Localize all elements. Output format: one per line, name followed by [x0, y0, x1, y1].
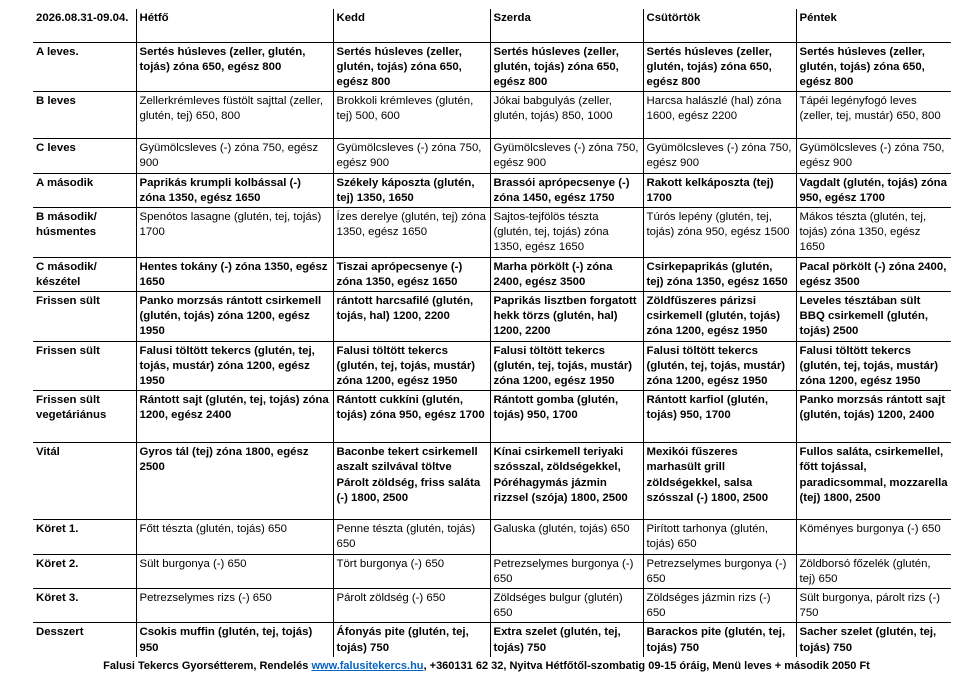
menu-row	[33, 623, 951, 657]
menu-row	[33, 341, 951, 391]
menu-cell-szerda: Gyümölcsleves (-) zóna 750, egész 900	[490, 139, 643, 173]
menu-cell-hetfo: Panko morzsás rántott csirkemell (glutén, tojás) zóna 1200, egész 1950	[136, 291, 333, 341]
menu-cell-csutortok: Rakott kelkáposzta (tej) 1700	[643, 173, 796, 207]
menu-cell-pentek: Vagdalt (glutén, tojás) zóna 950, egész 1700	[796, 173, 951, 207]
menu-cell-kedd: Sertés húsleves (zeller, glutén, tojás) zóna 650, egész 800	[333, 42, 490, 92]
menu-cell-hetfo: Sült burgonya (-) 650	[136, 554, 333, 588]
menu-row	[33, 588, 951, 622]
menu-row	[33, 291, 951, 341]
menu-cell-pentek: Mákos tészta (glutén, tej, tojás) zóna 1350, egész 1650	[796, 207, 951, 257]
day-header-hetfo: Hétfő	[136, 9, 333, 42]
menu-cell-csutortok: Harcsa halászlé (hal) zóna 1600, egész 2200	[643, 92, 796, 139]
menu-cell-kedd: Penne tészta (glutén, tojás) 650	[333, 520, 490, 554]
menu-row	[33, 173, 951, 207]
menu-row	[33, 443, 951, 520]
menu-cell-csutortok: Túrós lepény (glutén, tej, tojás) zóna 950, egész 1500	[643, 207, 796, 257]
header-row	[33, 9, 951, 42]
menu-cell-csutortok: Barackos pite (glutén, tej, tojás) 750	[643, 623, 796, 657]
menu-cell-hetfo: Falusi töltött tekercs (glutén, tej, tojás, mustár) zóna 1200, egész 1950	[136, 341, 333, 391]
menu-row	[33, 42, 951, 92]
website-link[interactable]: www.falusitekercs.hu	[311, 660, 424, 672]
day-header-kedd: Kedd	[333, 9, 490, 42]
menu-cell-szerda: Petrezselymes burgonya (-) 650	[490, 554, 643, 588]
menu-cell-csutortok: Pirított tarhonya (glutén, tojás) 650	[643, 520, 796, 554]
menu-cell-csutortok: Falusi töltött tekercs (glutén, tej, tojás, mustár) zóna 1200, egész 1950	[643, 341, 796, 391]
footer-text-end: , +360131 62 32, Nyitva Hétfőtől-szombatig 09-15 óráig, Menü leves + második 2050 Ft	[423, 660, 870, 672]
row-label: B második/ húsmentes	[33, 207, 136, 257]
menu-cell-kedd: Brokkoli krémleves (glutén, tej) 500, 600	[333, 92, 490, 139]
menu-cell-hetfo: Gyros tál (tej) zóna 1800, egész 2500	[136, 443, 333, 520]
row-label: Frissen sült vegetáriánus	[33, 391, 136, 443]
menu-cell-hetfo: Főtt tészta (glutén, tojás) 650	[136, 520, 333, 554]
row-label: Köret 1.	[33, 520, 136, 554]
row-label: B leves	[33, 92, 136, 139]
menu-cell-hetfo: Rántott sajt (glutén, tej, tojás) zóna 1200, egész 2400	[136, 391, 333, 443]
menu-cell-csutortok: Sertés húsleves (zeller, glutén, tojás) zóna 650, egész 800	[643, 42, 796, 92]
menu-cell-csutortok: Zöldséges jázmin rizs (-) 650	[643, 588, 796, 622]
menu-cell-szerda: Falusi töltött tekercs (glutén, tej, tojás, mustár) zóna 1200, egész 1950	[490, 341, 643, 391]
menu-cell-szerda: Sajtos-tejfölös tészta (glutén, tej, tojás) zóna 1350, egész 1650	[490, 207, 643, 257]
menu-cell-hetfo: Hentes tokány (-) zóna 1350, egész 1650	[136, 257, 333, 291]
restaurant-footer	[0, 660, 973, 672]
row-label: Frissen sült	[33, 341, 136, 391]
menu-row	[33, 92, 951, 139]
menu-cell-szerda: Extra szelet (glutén, tej, tojás) 750	[490, 623, 643, 657]
menu-row	[33, 139, 951, 173]
menu-cell-szerda: Paprikás lisztben forgatott hekk törzs (glutén, hal) 1200, 2200	[490, 291, 643, 341]
menu-cell-kedd: Áfonyás pite (glutén, tej, tojás) 750	[333, 623, 490, 657]
week-date-header: 2026.08.31-09.04.	[33, 9, 136, 42]
menu-cell-pentek: Panko morzsás rántott sajt (glutén, tojás) 1200, 2400	[796, 391, 951, 443]
menu-cell-hetfo: Paprikás krumpli kolbással (-) zóna 1350, egész 1650	[136, 173, 333, 207]
menu-cell-szerda: Jókai babgulyás (zeller, glutén, tojás) 850, 1000	[490, 92, 643, 139]
menu-row	[33, 520, 951, 554]
menu-cell-kedd: Tiszai aprópecsenye (-) zóna 1350, egész 1650	[333, 257, 490, 291]
day-header-csutortok: Csütörtök	[643, 9, 796, 42]
row-label: A második	[33, 173, 136, 207]
menu-cell-csutortok: Zöldfűszeres párizsi csirkemell (glutén, tojás) zóna 1200, egész 1950	[643, 291, 796, 341]
menu-cell-pentek: Pacal pörkölt (-) zóna 2400, egész 3500	[796, 257, 951, 291]
row-label: Desszert	[33, 623, 136, 657]
day-header-szerda: Szerda	[490, 9, 643, 42]
menu-cell-szerda: Kínai csirkemell teriyaki szósszal, zöldségekkel, Póréhagymás jázmin rizzsel (szója) 1800, 2500	[490, 443, 643, 520]
menu-cell-pentek: Tápéi legényfogó leves (zeller, tej, mustár) 650, 800	[796, 92, 951, 139]
menu-cell-hetfo: Zellerkrémleves füstölt sajttal (zeller, glutén, tej) 650, 800	[136, 92, 333, 139]
menu-cell-pentek: Sült burgonya, párolt rizs (-) 750	[796, 588, 951, 622]
menu-cell-csutortok: Rántott karfiol (glutén, tojás) 950, 1700	[643, 391, 796, 443]
menu-cell-kedd: Falusi töltött tekercs (glutén, tej, tojás, mustár) zóna 1200, egész 1950	[333, 341, 490, 391]
menu-row	[33, 391, 951, 443]
menu-cell-pentek: Sertés húsleves (zeller, glutén, tojás) zóna 650, egész 800	[796, 42, 951, 92]
menu-cell-hetfo: Spenótos lasagne (glutén, tej, tojás) 1700	[136, 207, 333, 257]
menu-cell-hetfo: Csokis muffin (glutén, tej, tojás) 950	[136, 623, 333, 657]
menu-cell-csutortok: Mexikói fűszeres marhasült grill zöldségekkel, salsa szósszal (-) 1800, 2500	[643, 443, 796, 520]
menu-cell-csutortok: Csirkepaprikás (glutén, tej) zóna 1350, egész 1650	[643, 257, 796, 291]
row-label: Köret 3.	[33, 588, 136, 622]
row-label: A leves.	[33, 42, 136, 92]
menu-cell-kedd: Székely káposzta (glutén, tej) 1350, 1650	[333, 173, 490, 207]
menu-cell-szerda: Brassói aprópecsenye (-) zóna 1450, egész 1750	[490, 173, 643, 207]
row-label: C második/ készétel	[33, 257, 136, 291]
menu-cell-szerda: Zöldséges bulgur (glutén) 650	[490, 588, 643, 622]
row-label: Frissen sült	[33, 291, 136, 341]
row-label: Köret 2.	[33, 554, 136, 588]
weekly-menu-table	[33, 9, 951, 657]
menu-cell-csutortok: Gyümölcsleves (-) zóna 750, egész 900	[643, 139, 796, 173]
menu-cell-hetfo: Gyümölcsleves (-) zóna 750, egész 900	[136, 139, 333, 173]
menu-cell-pentek: Sacher szelet (glutén, tej, tojás) 750	[796, 623, 951, 657]
row-label: C leves	[33, 139, 136, 173]
footer-text-start: Falusi Tekercs Gyorsétterem, Rendelés	[103, 660, 312, 672]
menu-cell-szerda: Sertés húsleves (zeller, glutén, tojás) zóna 650, egész 800	[490, 42, 643, 92]
menu-cell-kedd: Gyümölcsleves (-) zóna 750, egész 900	[333, 139, 490, 173]
menu-cell-kedd: Rántott cukkíni (glutén, tojás) zóna 950, egész 1700	[333, 391, 490, 443]
day-header-pentek: Péntek	[796, 9, 951, 42]
menu-row	[33, 207, 951, 257]
menu-cell-pentek: Fullos saláta, csirkemellel, főtt tojással, paradicsommal, mozzarella (tej) 1800, 2500	[796, 443, 951, 520]
menu-cell-kedd: rántott harcsafilé (glutén, tojás, hal) 1200, 2200	[333, 291, 490, 341]
menu-cell-pentek: Falusi töltött tekercs (glutén, tej, tojás, mustár) zóna 1200, egész 1950	[796, 341, 951, 391]
menu-cell-kedd: Tört burgonya (-) 650	[333, 554, 490, 588]
menu-cell-kedd: Ízes derelye (glutén, tej) zóna 1350, egész 1650	[333, 207, 490, 257]
menu-cell-hetfo: Petrezselymes rizs (-) 650	[136, 588, 333, 622]
menu-cell-szerda: Galuska (glutén, tojás) 650	[490, 520, 643, 554]
menu-cell-szerda: Marha pörkölt (-) zóna 2400, egész 3500	[490, 257, 643, 291]
row-label: Vitál	[33, 443, 136, 520]
menu-cell-pentek: Leveles tésztában sült BBQ csirkemell (glutén, tojás) 2500	[796, 291, 951, 341]
menu-cell-kedd: Párolt zöldség (-) 650	[333, 588, 490, 622]
menu-cell-hetfo: Sertés húsleves (zeller, glutén, tojás) zóna 650, egész 800	[136, 42, 333, 92]
menu-row	[33, 257, 951, 291]
menu-cell-pentek: Köményes burgonya (-) 650	[796, 520, 951, 554]
menu-cell-kedd: Baconbe tekert csirkemell aszalt szilvával töltve Párolt zöldség, friss saláta (-) 1800, 2500	[333, 443, 490, 520]
menu-row	[33, 554, 951, 588]
menu-cell-pentek: Gyümölcsleves (-) zóna 750, egész 900	[796, 139, 951, 173]
menu-cell-pentek: Zöldborsó főzelék (glutén, tej) 650	[796, 554, 951, 588]
menu-cell-csutortok: Petrezselymes burgonya (-) 650	[643, 554, 796, 588]
menu-cell-szerda: Rántott gomba (glutén, tojás) 950, 1700	[490, 391, 643, 443]
